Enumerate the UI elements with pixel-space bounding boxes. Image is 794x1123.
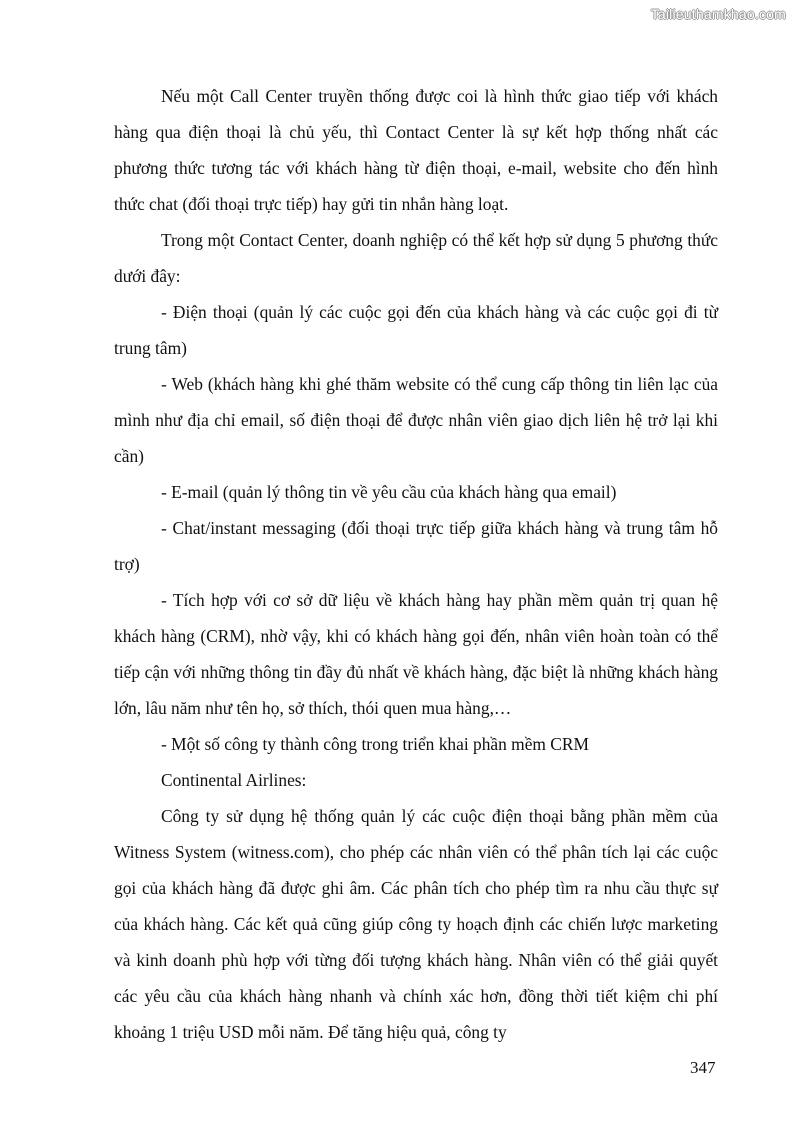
- list-item-email: - E-mail (quản lý thông tin về yêu cầu của khách hàng qua email): [161, 482, 617, 502]
- list-item-crm-companies: - Một số công ty thành công trong triển khai phần mềm CRM: [161, 734, 589, 754]
- paragraph-five-methods: Trong một Contact Center, doanh nghiệp có thể kết hợp sử dụng 5 phương thức dưới đây:: [114, 230, 718, 286]
- list-item-web: - Web (khách hàng khi ghé thăm website có thể cung cấp thông tin liên lạc của mình như địa chỉ email, số điện thoại để được nhân viên giao dịch liên hệ trở lại khi cần): [114, 374, 718, 466]
- paragraph-call-center-intro: Nếu một Call Center truyền thống được coi là hình thức giao tiếp với khách hàng qua điện thoại là chủ yếu, thì Contact Center là sự kết hợp thống nhất các phương thức tương tác với khách hàng từ điện thoại, e-mail, website cho đến hình thức chat (đối thoại trực tiếp) hay gửi tin nhắn hàng loạt.: [114, 86, 718, 214]
- list-item-chat: - Chat/instant messaging (đối thoại trực tiếp giữa khách hàng và trung tâm hỗ trợ): [114, 518, 718, 574]
- list-item-crm-integration: - Tích hợp với cơ sở dữ liệu về khách hàng hay phần mềm quản trị quan hệ khách hàng (CRM), nhờ vậy, khi có khách hàng gọi đến, nhân viên hoàn toàn có thể tiếp cận với những thông tin đầy đủ nhất về khách hàng, đặc biệt là những khách hàng lớn, lâu năm như tên họ, sở thích, thói quen mua hàng,…: [114, 590, 718, 718]
- paragraph-continental-details: Công ty sử dụng hệ thống quản lý các cuộc điện thoại bằng phần mềm của Witness System (witness.com), cho phép các nhân viên có thể phân tích lại các cuộc gọi của khách hàng đã được ghi âm. Các phân tích cho phép tìm ra nhu cầu thực sự của khách hàng. Các kết quả cũng giúp công ty hoạch định các chiến lược marketing và kinh doanh phù hợp với từng đối tượng khách hàng. Nhân viên có thể giải quyết các yêu cầu của khách hàng nhanh và chính xác hơn, đồng thời tiết kiệm chi phí khoảng 1 triệu USD mỗi năm. Để tăng hiệu quả, công ty: [114, 806, 718, 1042]
- list-item-phone: - Điện thoại (quản lý các cuộc gọi đến của khách hàng và các cuộc gọi đi từ trung tâm): [114, 302, 718, 358]
- section-heading-continental: Continental Airlines:: [161, 770, 307, 790]
- document-body: [114, 78, 718, 1050]
- watermark-text: Tailieuthamkhao.com: [650, 6, 786, 22]
- page-number: 347: [690, 1058, 716, 1077]
